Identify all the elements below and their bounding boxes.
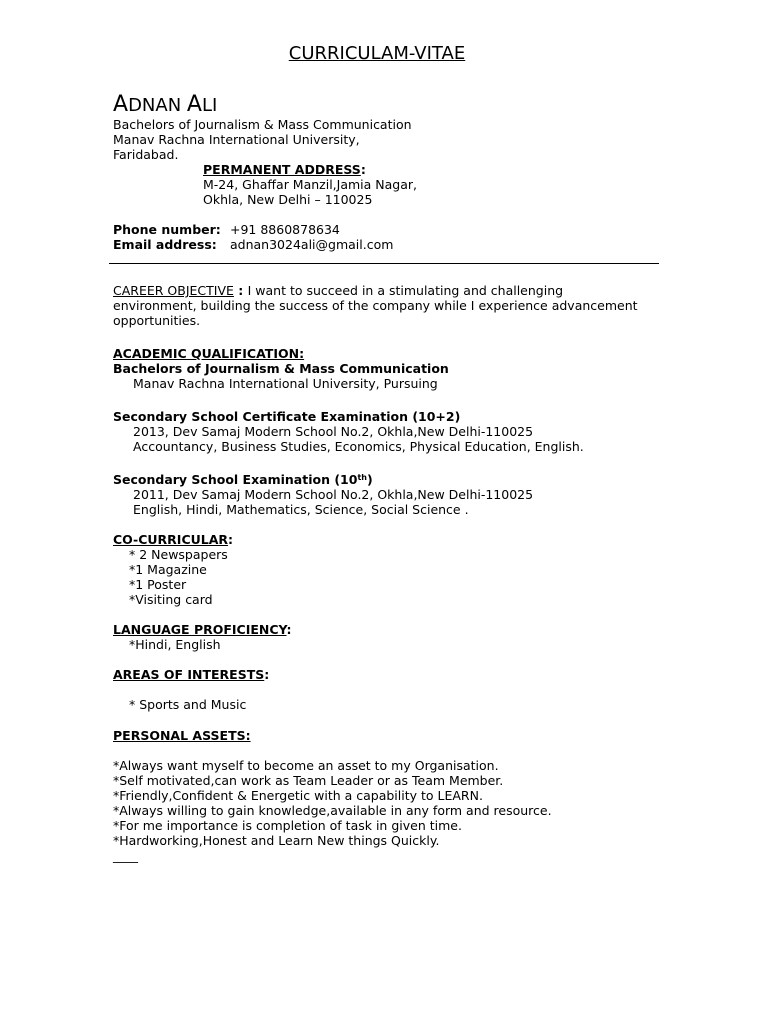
interests-heading: AREAS OF INTERESTS — [113, 667, 265, 682]
permanent-address-heading-line — [203, 162, 417, 177]
co-curricular-heading: CO-CURRICULAR — [113, 532, 229, 547]
personal-asset-item: *Always want myself to become an asset to my Organisation. — [113, 758, 499, 773]
horizontal-divider — [109, 263, 659, 264]
personal-asset-item: *For me importance is completion of task in given time. — [113, 818, 462, 833]
language-item: *Hindi, English — [129, 637, 221, 652]
co-curricular-heading-line — [113, 532, 233, 547]
interests-section — [113, 667, 269, 712]
language-heading: LANGUAGE PROFICIENCY — [113, 622, 287, 637]
academic-heading: ACADEMIC QUALIFICATION: — [113, 346, 305, 361]
document-title: CURRICULAM-VITAE — [288, 43, 466, 64]
heading-colon: : — [286, 622, 292, 637]
candidate-name — [113, 92, 217, 119]
email-row — [113, 237, 393, 252]
email-value: adnan3024ali@gmail.com — [230, 237, 394, 252]
phone-value: +91 8860878634 — [230, 222, 340, 237]
address-line: M-24, Ghaffar Manzil,Jamia Nagar, — [203, 177, 417, 192]
heading-colon: : — [228, 532, 234, 547]
personal-assets-section — [113, 728, 552, 848]
email-label: Email address: — [113, 237, 217, 252]
qualification-detail-line: 2011, Dev Samaj Modern School No.2, Okhla,New Delhi-110025 — [133, 487, 534, 502]
personal-assets-heading: PERSONAL ASSETS: — [113, 728, 251, 743]
co-curricular-item: *1 Poster — [129, 577, 187, 592]
career-objective-line: opportunities. — [113, 313, 201, 328]
career-objective-separator: : — [233, 283, 248, 298]
header-line: Bachelors of Journalism & Mass Communication — [113, 117, 412, 132]
personal-asset-item: *Hardworking,Honest and Learn New things Quickly. — [113, 833, 440, 848]
phone-row — [113, 222, 393, 237]
address-line: Okhla, New Delhi – 110025 — [203, 192, 373, 207]
secondary-title-text: Secondary School Examination (10 — [113, 472, 358, 487]
heading-colon: : — [264, 667, 270, 682]
academic-qualification-section — [113, 346, 449, 391]
personal-asset-item: *Self motivated,can work as Team Leader or as Team Member. — [113, 773, 504, 788]
degree-detail: Manav Rachna International University, Pursuing — [133, 376, 438, 391]
career-objective-section — [113, 283, 638, 328]
end-mark — [113, 848, 138, 863]
interest-item: * Sports and Music — [129, 697, 247, 712]
career-objective-line — [113, 283, 638, 298]
career-objective-heading: CAREER OBJECTIVE — [113, 283, 234, 298]
header-line: Manav Rachna International University, — [113, 132, 360, 147]
interests-heading-line — [113, 667, 269, 682]
candidate-first-name: ADNAN — [113, 92, 182, 117]
co-curricular-section — [113, 532, 233, 607]
secondary-title — [113, 472, 533, 487]
header-summary — [113, 117, 412, 162]
personal-asset-item: *Always willing to gain knowledge,available in any form and resource. — [113, 803, 552, 818]
qualification-detail-line: Accountancy, Business Studies, Economics, Physical Education, English. — [133, 439, 584, 454]
qualification-detail-line: 2013, Dev Samaj Modern School No.2, Okhla,New Delhi-110025 — [133, 424, 534, 439]
permanent-address-heading: PERMANENT ADDRESS — [203, 162, 361, 177]
secondary-section — [113, 472, 533, 517]
qualification-detail-line: English, Hindi, Mathematics, Science, Social Science . — [133, 502, 469, 517]
co-curricular-item: * 2 Newspapers — [129, 547, 228, 562]
permanent-address-section — [203, 162, 417, 207]
co-curricular-item: *Visiting card — [129, 592, 213, 607]
senior-secondary-section — [113, 409, 584, 454]
language-heading-line — [113, 622, 292, 637]
secondary-title-close: ) — [366, 472, 373, 487]
career-objective-text: I want to succeed in a stimulating and challenging — [247, 283, 564, 298]
candidate-last-name: ALI — [186, 92, 218, 117]
language-section — [113, 622, 292, 652]
superscript-th: th — [357, 473, 367, 482]
header-line: Faridabad. — [113, 147, 179, 162]
co-curricular-item: *1 Magazine — [129, 562, 207, 577]
degree-title: Bachelors of Journalism & Mass Communication — [113, 361, 449, 376]
phone-label: Phone number: — [113, 222, 221, 237]
heading-colon: : — [360, 162, 366, 177]
career-objective-line: environment, building the success of the company while I experience advancement — [113, 298, 638, 313]
personal-asset-item: *Friendly,Confident & Energetic with a capability to LEARN. — [113, 788, 483, 803]
contact-section — [113, 222, 393, 252]
senior-secondary-title: Secondary School Certificate Examination (10+2) — [113, 409, 461, 424]
end-mark-text: ____ — [113, 848, 138, 863]
